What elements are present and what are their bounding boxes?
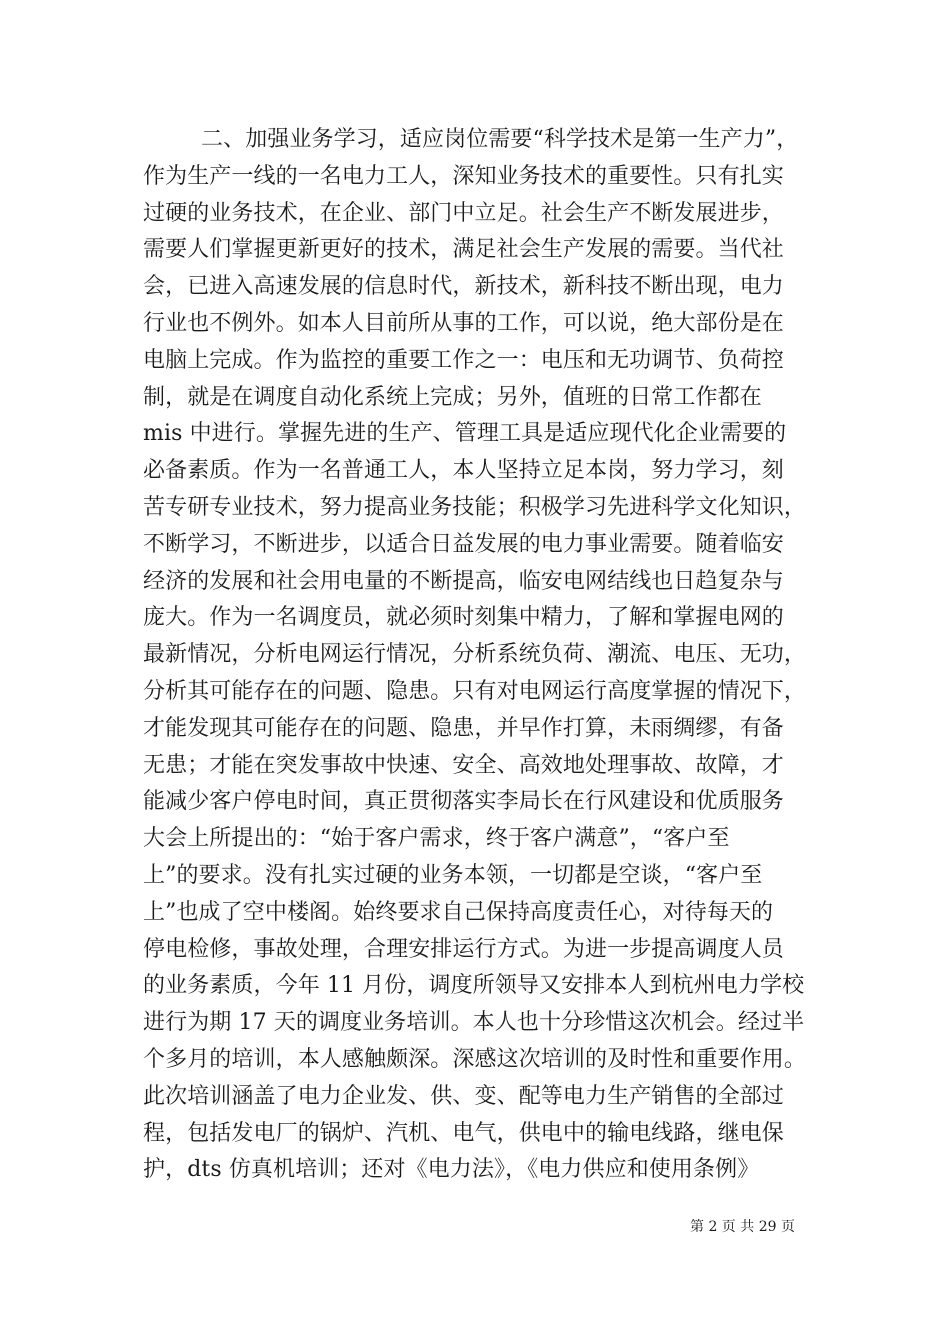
text-line: 个多月的培训，本人感触颇深。深感这次培训的及时性和重要作用。 [143, 1046, 807, 1072]
text-line: 苦专研专业技术，努力提高业务技能；积极学习先进科学文化知识， [143, 494, 807, 520]
text-line: 会，已进入高速发展的信息时代，新技术，新科技不断出现，电力 [143, 274, 784, 300]
text-line: 二、加强业务学习，适应岗位需要“科学技术是第一生产力”， [201, 127, 799, 152]
text-line: 最新情况，分析电网运行情况，分析系统负荷、潮流、电压、无功， [143, 642, 807, 668]
text-line: 行业也不例外。如本人目前所从事的工作，可以说，绝大部份是在 [143, 310, 784, 336]
text-line: mis 中进行。掌握先进的生产、管理工具是适应现代化企业需要的 [143, 421, 787, 447]
text-line: 上”的要求。没有扎实过硬的业务本领，一切都是空谈，“客户至 [143, 862, 763, 888]
text-line: 需要人们掌握更新更好的技术，满足社会生产发展的需要。当代社 [143, 237, 784, 263]
text-line: 必备素质。作为一名普通工人，本人坚持立足本岗，努力学习，刻 [143, 458, 784, 484]
text-line: 经济的发展和社会用电量的不断提高，临安电网结线也日趋复杂与 [143, 568, 784, 594]
text-line: 庞大。作为一名调度员，就必须时刻集中精力，了解和掌握电网的 [143, 605, 784, 631]
text-line: 进行为期 17 天的调度业务培训。本人也十分珍惜这次机会。经过半 [143, 1010, 805, 1036]
text-line: 制，就是在调度自动化系统上完成；另外，值班的日常工作都在 [143, 384, 762, 410]
page-number: 第 2 页 共 29 页 [690, 1219, 795, 1235]
text-line: 无患；才能在突发事故中快速、安全、高效地处理事故、故障，才 [143, 752, 784, 778]
text-line: 不断学习，不断进步，以适合日益发展的电力事业需要。随着临安 [143, 531, 784, 557]
text-line: 上”也成了空中楼阁。始终要求自己保持高度责任心，对待每天的 [143, 899, 774, 925]
text-line: 电脑上完成。作为监控的重要工作之一：电压和无功调节、负荷控 [143, 347, 784, 373]
text-line: 能减少客户停电时间，真正贯彻落实李局长在行风建设和优质服务 [143, 789, 784, 815]
text-line: 此次培训涵盖了电力企业发、供、变、配等电力生产销售的全部过 [143, 1083, 784, 1109]
text-line: 才能发现其可能存在的问题、隐患，并早作打算，未雨绸缪，有备 [143, 715, 784, 741]
body-text [143, 122, 815, 1189]
text-line: 过硬的业务技术，在企业、部门中立足。社会生产不断发展进步， [143, 200, 784, 226]
text-line: 分析其可能存在的问题、隐患。只有对电网运行高度掌握的情况下， [143, 678, 807, 704]
text-line: 的业务素质，今年 11 月份，调度所领导又安排本人到杭州电力学校 [143, 973, 805, 999]
text-line: 护，dts 仿真机培训；还对《电力法》，《电力供应和使用条例》 [143, 1157, 760, 1183]
text-line: 大会上所提出的：“始于客户需求，终于客户满意”，“客户至 [143, 826, 730, 852]
text-line: 停电检修，事故处理，合理安排运行方式。为进一步提高调度人员 [143, 936, 784, 962]
text-line: 程，包括发电厂的锅炉、汽机、电气，供电中的输电线路，继电保 [143, 1120, 784, 1146]
text-line: 作为生产一线的一名电力工人，深知业务技术的重要性。只有扎实 [143, 163, 784, 189]
